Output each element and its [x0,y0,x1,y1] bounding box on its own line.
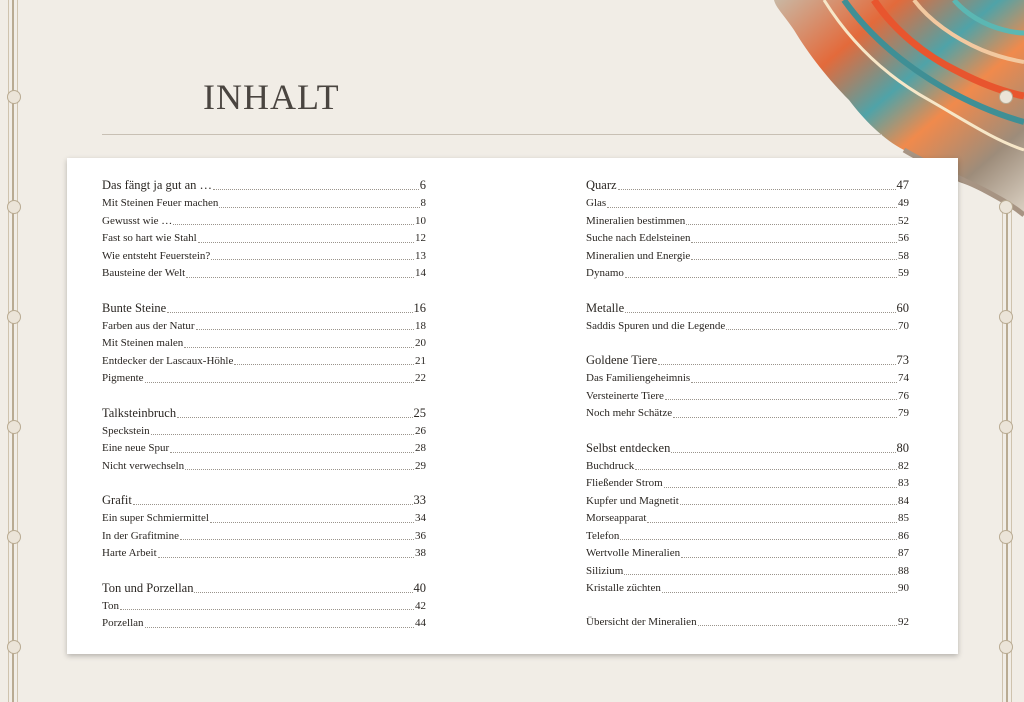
chapter-title: Quarz [586,178,617,192]
dot-leader [665,399,897,400]
ornament-knot [7,200,21,214]
chapter-title: Bunte Steine [102,300,167,315]
entry-label: Wie entsteht Feuerstein? [102,249,211,262]
ornament-knot [999,310,1013,324]
dot-leader [647,522,897,523]
page-number: 59 [898,267,909,279]
toc-section [102,579,426,633]
toc-subentry[interactable] [102,458,426,476]
page-number: 18 [415,319,426,332]
page-number: 25 [413,405,426,420]
entry-label: Das Familiengeheimnis [586,372,691,384]
entry-label: Porzellan [102,617,144,629]
dot-leader [625,277,897,278]
toc-subentry[interactable] [586,563,909,581]
toc-subentry[interactable] [102,335,426,353]
page-number: 33 [413,493,426,507]
dot-leader [219,207,419,208]
toc-subentry[interactable] [102,440,426,458]
dot-leader [213,189,419,190]
dot-leader [194,592,412,593]
page-number: 52 [898,214,909,227]
dot-leader [145,627,414,628]
toc-subentry[interactable] [102,353,426,371]
toc-subentry[interactable] [102,545,426,563]
entry-label: Morseapparat [586,512,647,524]
dot-leader [691,382,897,383]
toc-chapter-entry[interactable] [586,176,909,195]
toc-section [586,439,909,598]
dot-leader [698,625,897,626]
toc-subentry[interactable] [102,510,426,528]
ornament-knot [7,640,21,654]
page-title: INHALT [203,77,340,117]
dot-leader [691,242,897,243]
entry-label: Nicht verwechseln [102,459,185,472]
toc-subentry[interactable] [586,614,909,632]
dot-leader [120,609,414,610]
dot-leader [671,452,895,453]
page-number: 49 [898,197,909,209]
toc-subentry[interactable] [102,370,426,388]
dot-leader [177,417,412,418]
page-number: 60 [896,300,909,315]
page-number: 56 [898,232,909,244]
ornament-knot [999,420,1013,434]
entry-label: Farben aus der Natur [102,319,195,332]
dot-leader [173,224,414,225]
toc-subentry[interactable] [586,370,909,388]
entry-label: Mit Steinen Feuer machen [102,197,219,209]
toc-subentry[interactable] [586,388,909,406]
page-number: 42 [415,599,426,612]
ornament-knot [7,420,21,434]
dot-leader [673,417,897,418]
page-number: 86 [898,529,909,542]
entry-label: Glas [586,197,607,209]
dot-leader [620,539,897,540]
dot-leader [234,364,414,365]
page-number: 73 [896,353,909,367]
toc-subentry[interactable] [102,615,426,633]
chapter-title: Das fängt ja gut an … [102,178,213,192]
dot-leader [691,259,897,260]
toc-subentry[interactable] [586,248,909,266]
toc-subentry[interactable] [102,195,426,213]
ornament-knot [7,310,21,324]
page-number: 80 [896,440,909,455]
toc-column-right [586,176,909,647]
page-number: 12 [415,232,426,244]
ornament-knot [7,90,21,104]
page-number: 36 [415,529,426,542]
dot-leader [196,329,414,330]
page-number: 84 [898,494,909,507]
page-number: 26 [415,424,426,437]
toc-section [102,491,426,563]
page-number: 20 [415,337,426,349]
chapter-title: Goldene Tiere [586,353,658,367]
page-number: 29 [415,459,426,472]
dot-leader [151,434,414,435]
toc-subentry[interactable] [586,318,909,336]
toc-subentry[interactable] [586,213,909,231]
toc-section [586,176,909,283]
toc-section [102,299,426,388]
ornament-knot [999,530,1013,544]
dot-leader [625,312,895,313]
dot-leader [186,277,414,278]
dot-leader [618,189,896,190]
toc-subentry[interactable] [102,318,426,336]
toc-page [67,158,958,654]
toc-chapter-entry[interactable] [586,351,909,370]
toc-subentry[interactable] [102,248,426,266]
toc-chapter-entry[interactable] [586,299,909,318]
toc-subentry[interactable] [102,528,426,546]
entry-label: Silizium [586,564,624,577]
entry-label: Wertvolle Mineralien [586,547,681,559]
toc-section [102,176,426,283]
toc-chapter-entry[interactable] [102,299,426,318]
toc-subentry[interactable] [102,423,426,441]
toc-subentry[interactable] [586,458,909,476]
entry-label: Eine neue Spur [102,442,170,454]
toc-chapter-entry[interactable] [102,491,426,510]
page-number: 70 [898,319,909,332]
toc-subentry[interactable] [586,510,909,528]
entry-label: Harte Arbeit [102,547,157,559]
page-number: 79 [898,407,909,419]
entry-label: Mit Steinen malen [102,337,184,349]
toc-subentry[interactable] [586,545,909,563]
title-divider [102,134,882,135]
entry-label: Fast so hart wie Stahl [102,232,197,244]
dot-leader [624,574,897,575]
chapter-title: Selbst entdecken [586,440,671,455]
chapter-title: Grafit [102,493,132,507]
dot-leader [658,364,895,365]
toc-subentry[interactable] [586,195,909,213]
entry-label: Suche nach Edelsteinen [586,232,691,244]
page-number: 13 [415,249,426,262]
page-number: 88 [898,564,909,577]
page-number: 28 [415,442,426,454]
dot-leader [170,452,414,453]
dot-leader [198,242,414,243]
entry-label: Noch mehr Schätze [586,407,673,419]
dot-leader [158,557,414,558]
entry-label: Ton [102,599,119,612]
toc-subentry[interactable] [586,475,909,493]
toc-chapter-entry[interactable] [102,404,426,423]
chapter-title: Talksteinbruch [102,405,177,420]
page-number: 10 [415,214,426,227]
left-ornament-border [6,0,20,702]
toc-section [586,351,909,423]
page-number: 16 [413,300,426,315]
dot-leader [664,487,897,488]
entry-label: Kristalle züchten [586,582,661,594]
ornament-knot [999,90,1013,104]
ornament-knot [7,530,21,544]
entry-label: Speckstein [102,424,150,437]
page-number: 21 [415,354,426,367]
page-number: 76 [898,389,909,402]
toc-subentry[interactable] [102,265,426,283]
toc-section [586,299,909,336]
toc-section [102,404,426,476]
page-number: 74 [898,372,909,384]
page-number: 58 [898,249,909,262]
page-number: 6 [419,178,426,192]
dot-leader [184,347,414,348]
entry-label: Mineralien und Energie [586,249,691,262]
entry-label: Fließender Strom [586,477,663,489]
dot-leader [680,504,897,505]
toc-subentry[interactable] [102,598,426,616]
entry-label: Entdecker der Lascaux-Höhle [102,354,234,367]
page-number: 85 [898,512,909,524]
toc-chapter-entry[interactable] [586,439,909,458]
entry-label: In der Grafitmine [102,529,179,542]
page-number: 82 [898,459,909,472]
page-number: 44 [415,617,426,629]
dot-leader [681,557,897,558]
dot-leader [686,224,897,225]
entry-label: Buchdruck [586,459,635,472]
page-number: 8 [420,197,426,209]
entry-label: Pigmente [102,372,144,384]
dot-leader [211,259,414,260]
page-number: 83 [898,477,909,489]
dot-leader [662,592,897,593]
page-number: 40 [413,580,426,595]
page-number: 14 [415,267,426,279]
page-number: 38 [415,547,426,559]
page-number: 47 [896,178,909,192]
dot-leader [167,312,412,313]
entry-label: Kupfer und Magnetit [586,494,679,507]
ornament-knot [999,640,1013,654]
dot-leader [726,329,897,330]
toc-column-left [102,176,426,649]
dot-leader [210,522,414,523]
entry-label: Versteinerte Tiere [586,389,664,402]
dot-leader [133,504,413,505]
toc-subentry[interactable] [586,493,909,511]
toc-chapter-entry[interactable] [102,176,426,195]
entry-label: Gewusst wie … [102,214,173,227]
toc-subentry[interactable] [586,528,909,546]
page-number: 22 [415,372,426,384]
dot-leader [180,539,414,540]
ornament-knot [999,200,1013,214]
entry-label: Übersicht der Mineralien [586,615,697,628]
page-number: 34 [415,512,426,524]
entry-label: Ein super Schmiermittel [102,512,209,524]
entry-label: Saddis Spuren und die Legende [586,319,726,332]
page-number: 90 [898,582,909,594]
dot-leader [607,207,897,208]
toc-subentry[interactable] [586,405,909,423]
toc-subentry[interactable] [102,213,426,231]
dot-leader [635,469,897,470]
chapter-title: Ton und Porzellan [102,580,194,595]
toc-subentry[interactable] [586,230,909,248]
toc-subentry[interactable] [586,265,909,283]
page-number: 92 [898,615,909,628]
entry-label: Dynamo [586,267,624,279]
toc-section [586,614,909,632]
toc-chapter-entry[interactable] [102,579,426,598]
dot-leader [185,469,414,470]
page-number: 87 [898,547,909,559]
entry-label: Telefon [586,529,620,542]
toc-subentry[interactable] [102,230,426,248]
entry-label: Mineralien bestimmen [586,214,686,227]
entry-label: Bausteine der Welt [102,267,186,279]
chapter-title: Metalle [586,300,625,315]
dot-leader [145,382,414,383]
toc-subentry[interactable] [586,580,909,598]
